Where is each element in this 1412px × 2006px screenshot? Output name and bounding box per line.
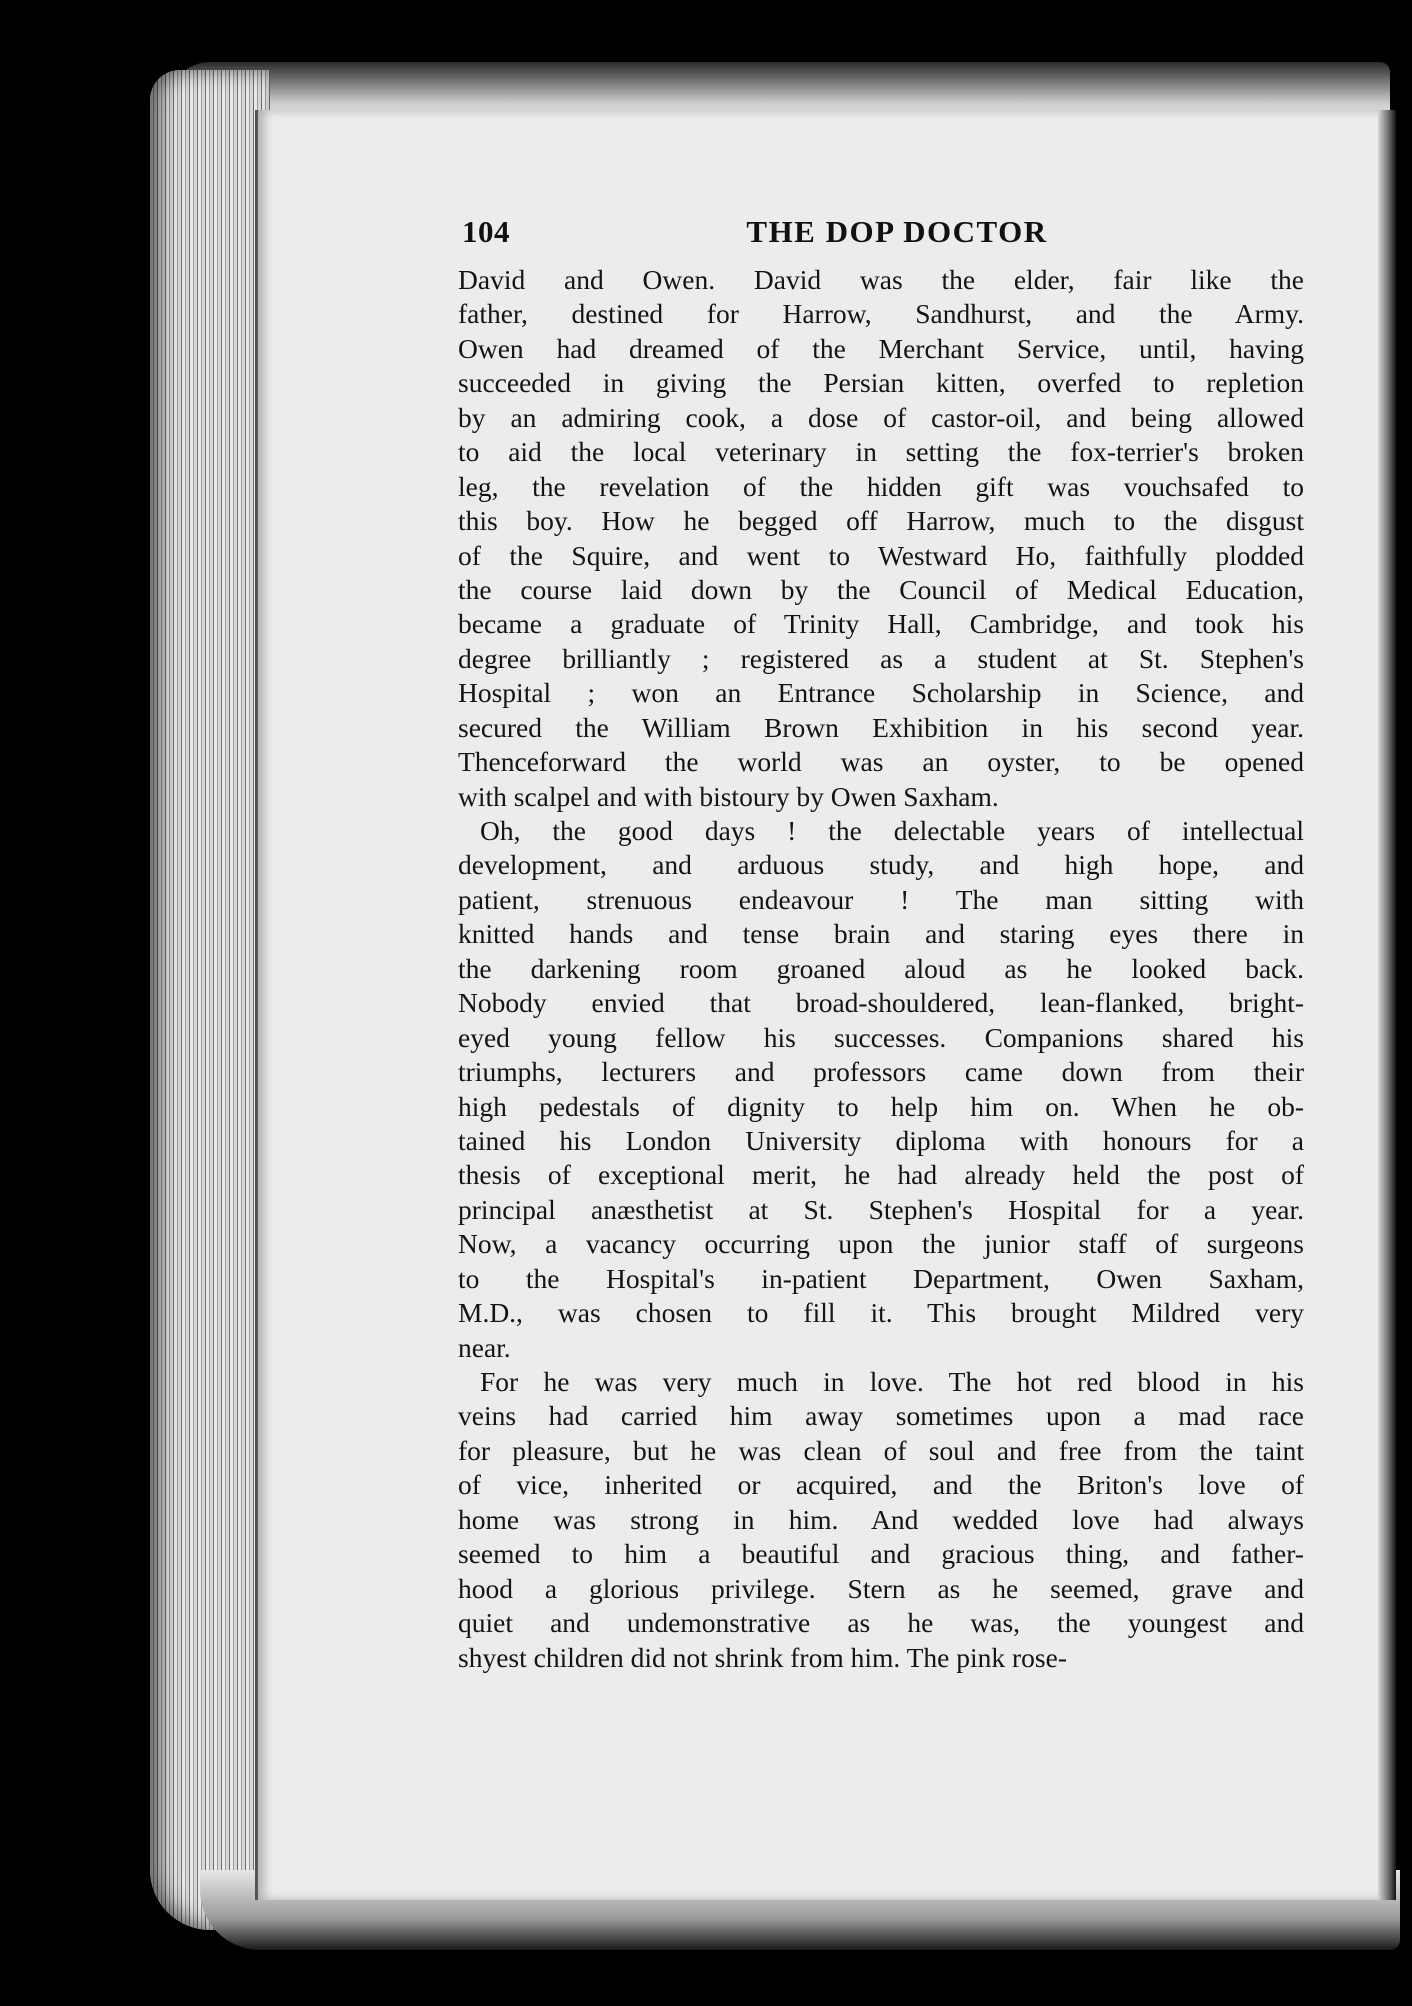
text-line: near. bbox=[458, 1331, 511, 1363]
text-line: to the Hospital's in-patient Department, Owen Saxham, bbox=[458, 1262, 1304, 1294]
page-edges-left bbox=[150, 70, 270, 1930]
text-line: Owen had dreamed of the Merchant Service, until, having bbox=[458, 332, 1304, 364]
page-right-edge bbox=[1378, 110, 1396, 1900]
running-title: THE DOP DOCTOR bbox=[746, 214, 1048, 249]
text-line: this boy. How he begged off Harrow, much to the disgust bbox=[458, 505, 1304, 537]
body-text bbox=[458, 263, 1304, 1675]
text-line: tained his London University diploma with honours for a bbox=[458, 1124, 1304, 1156]
text-line: eyed young fellow his successes. Companions shared his bbox=[458, 1021, 1304, 1053]
text-line: Hospital ; won an Entrance Scholarship in Science, and bbox=[458, 677, 1304, 709]
page-header bbox=[462, 214, 1302, 254]
text-line: Oh, the good days ! the delectable years of intellectual bbox=[480, 815, 1304, 846]
text-line: patient, strenuous endeavour ! The man sitting with bbox=[458, 883, 1304, 915]
text-line: triumphs, lecturers and professors came down from their bbox=[458, 1056, 1304, 1088]
text-line: the darkening room groaned aloud as he looked back. bbox=[458, 952, 1304, 984]
text-line: high pedestals of dignity to help him on. When he ob- bbox=[458, 1090, 1304, 1122]
text-line: thesis of exceptional merit, he had already held the post of bbox=[458, 1159, 1304, 1191]
text-line: degree brilliantly ; registered as a student at St. Stephen's bbox=[458, 642, 1304, 674]
text-line: Now, a vacancy occurring upon the junior staff of surgeons bbox=[458, 1228, 1304, 1260]
text-line: the course laid down by the Council of Medical Education, bbox=[458, 573, 1304, 605]
text-line: father, destined for Harrow, Sandhurst, and the Army. bbox=[458, 298, 1304, 330]
text-line: development, and arduous study, and high hope, and bbox=[458, 849, 1304, 881]
page-number: 104 bbox=[462, 214, 510, 249]
text-line: succeeded in giving the Persian kitten, overfed to repletion bbox=[458, 367, 1304, 399]
text-line: knitted hands and tense brain and staring eyes there in bbox=[458, 918, 1304, 950]
text-line: of vice, inherited or acquired, and the Briton's love of bbox=[458, 1469, 1304, 1501]
book-page bbox=[255, 110, 1388, 1900]
text-line: shyest children did not shrink from him. The pink rose- bbox=[458, 1641, 1067, 1673]
text-line: secured the William Brown Exhibition in his second year. bbox=[458, 711, 1304, 743]
text-line: leg, the revelation of the hidden gift was vouchsafed to bbox=[458, 470, 1304, 502]
text-line: hood a glorious privilege. Stern as he seemed, grave and bbox=[458, 1572, 1304, 1604]
text-line: seemed to him a beautiful and gracious thing, and father- bbox=[458, 1538, 1304, 1570]
text-line: for pleasure, but he was clean of soul and free from the taint bbox=[458, 1434, 1304, 1466]
text-line: M.D., was chosen to fill it. This brought Mildred very bbox=[458, 1297, 1304, 1329]
text-line: became a graduate of Trinity Hall, Cambridge, and took his bbox=[458, 608, 1304, 640]
text-line: Thenceforward the world was an oyster, to be opened bbox=[458, 746, 1304, 778]
text-line: to aid the local veterinary in setting the fox-terrier's broken bbox=[458, 436, 1304, 468]
text-line: Nobody envied that broad-shouldered, lean-flanked, bright- bbox=[458, 987, 1304, 1019]
text-line: For he was very much in love. The hot red blood in his bbox=[480, 1366, 1304, 1397]
text-line: home was strong in him. And wedded love had always bbox=[458, 1503, 1304, 1535]
text-line: veins had carried him away sometimes upon a mad race bbox=[458, 1400, 1304, 1432]
text-line: quiet and undemonstrative as he was, the youngest and bbox=[458, 1607, 1304, 1639]
text-line: with scalpel and with bistoury by Owen Saxham. bbox=[458, 780, 999, 812]
text-line: David and Owen. David was the elder, fair like the bbox=[458, 264, 1304, 295]
text-line: principal anæsthetist at St. Stephen's Hospital for a year. bbox=[458, 1193, 1304, 1225]
text-line: by an admiring cook, a dose of castor-oil, and being allowed bbox=[458, 401, 1304, 433]
text-line: of the Squire, and went to Westward Ho, faithfully plodded bbox=[458, 539, 1304, 571]
